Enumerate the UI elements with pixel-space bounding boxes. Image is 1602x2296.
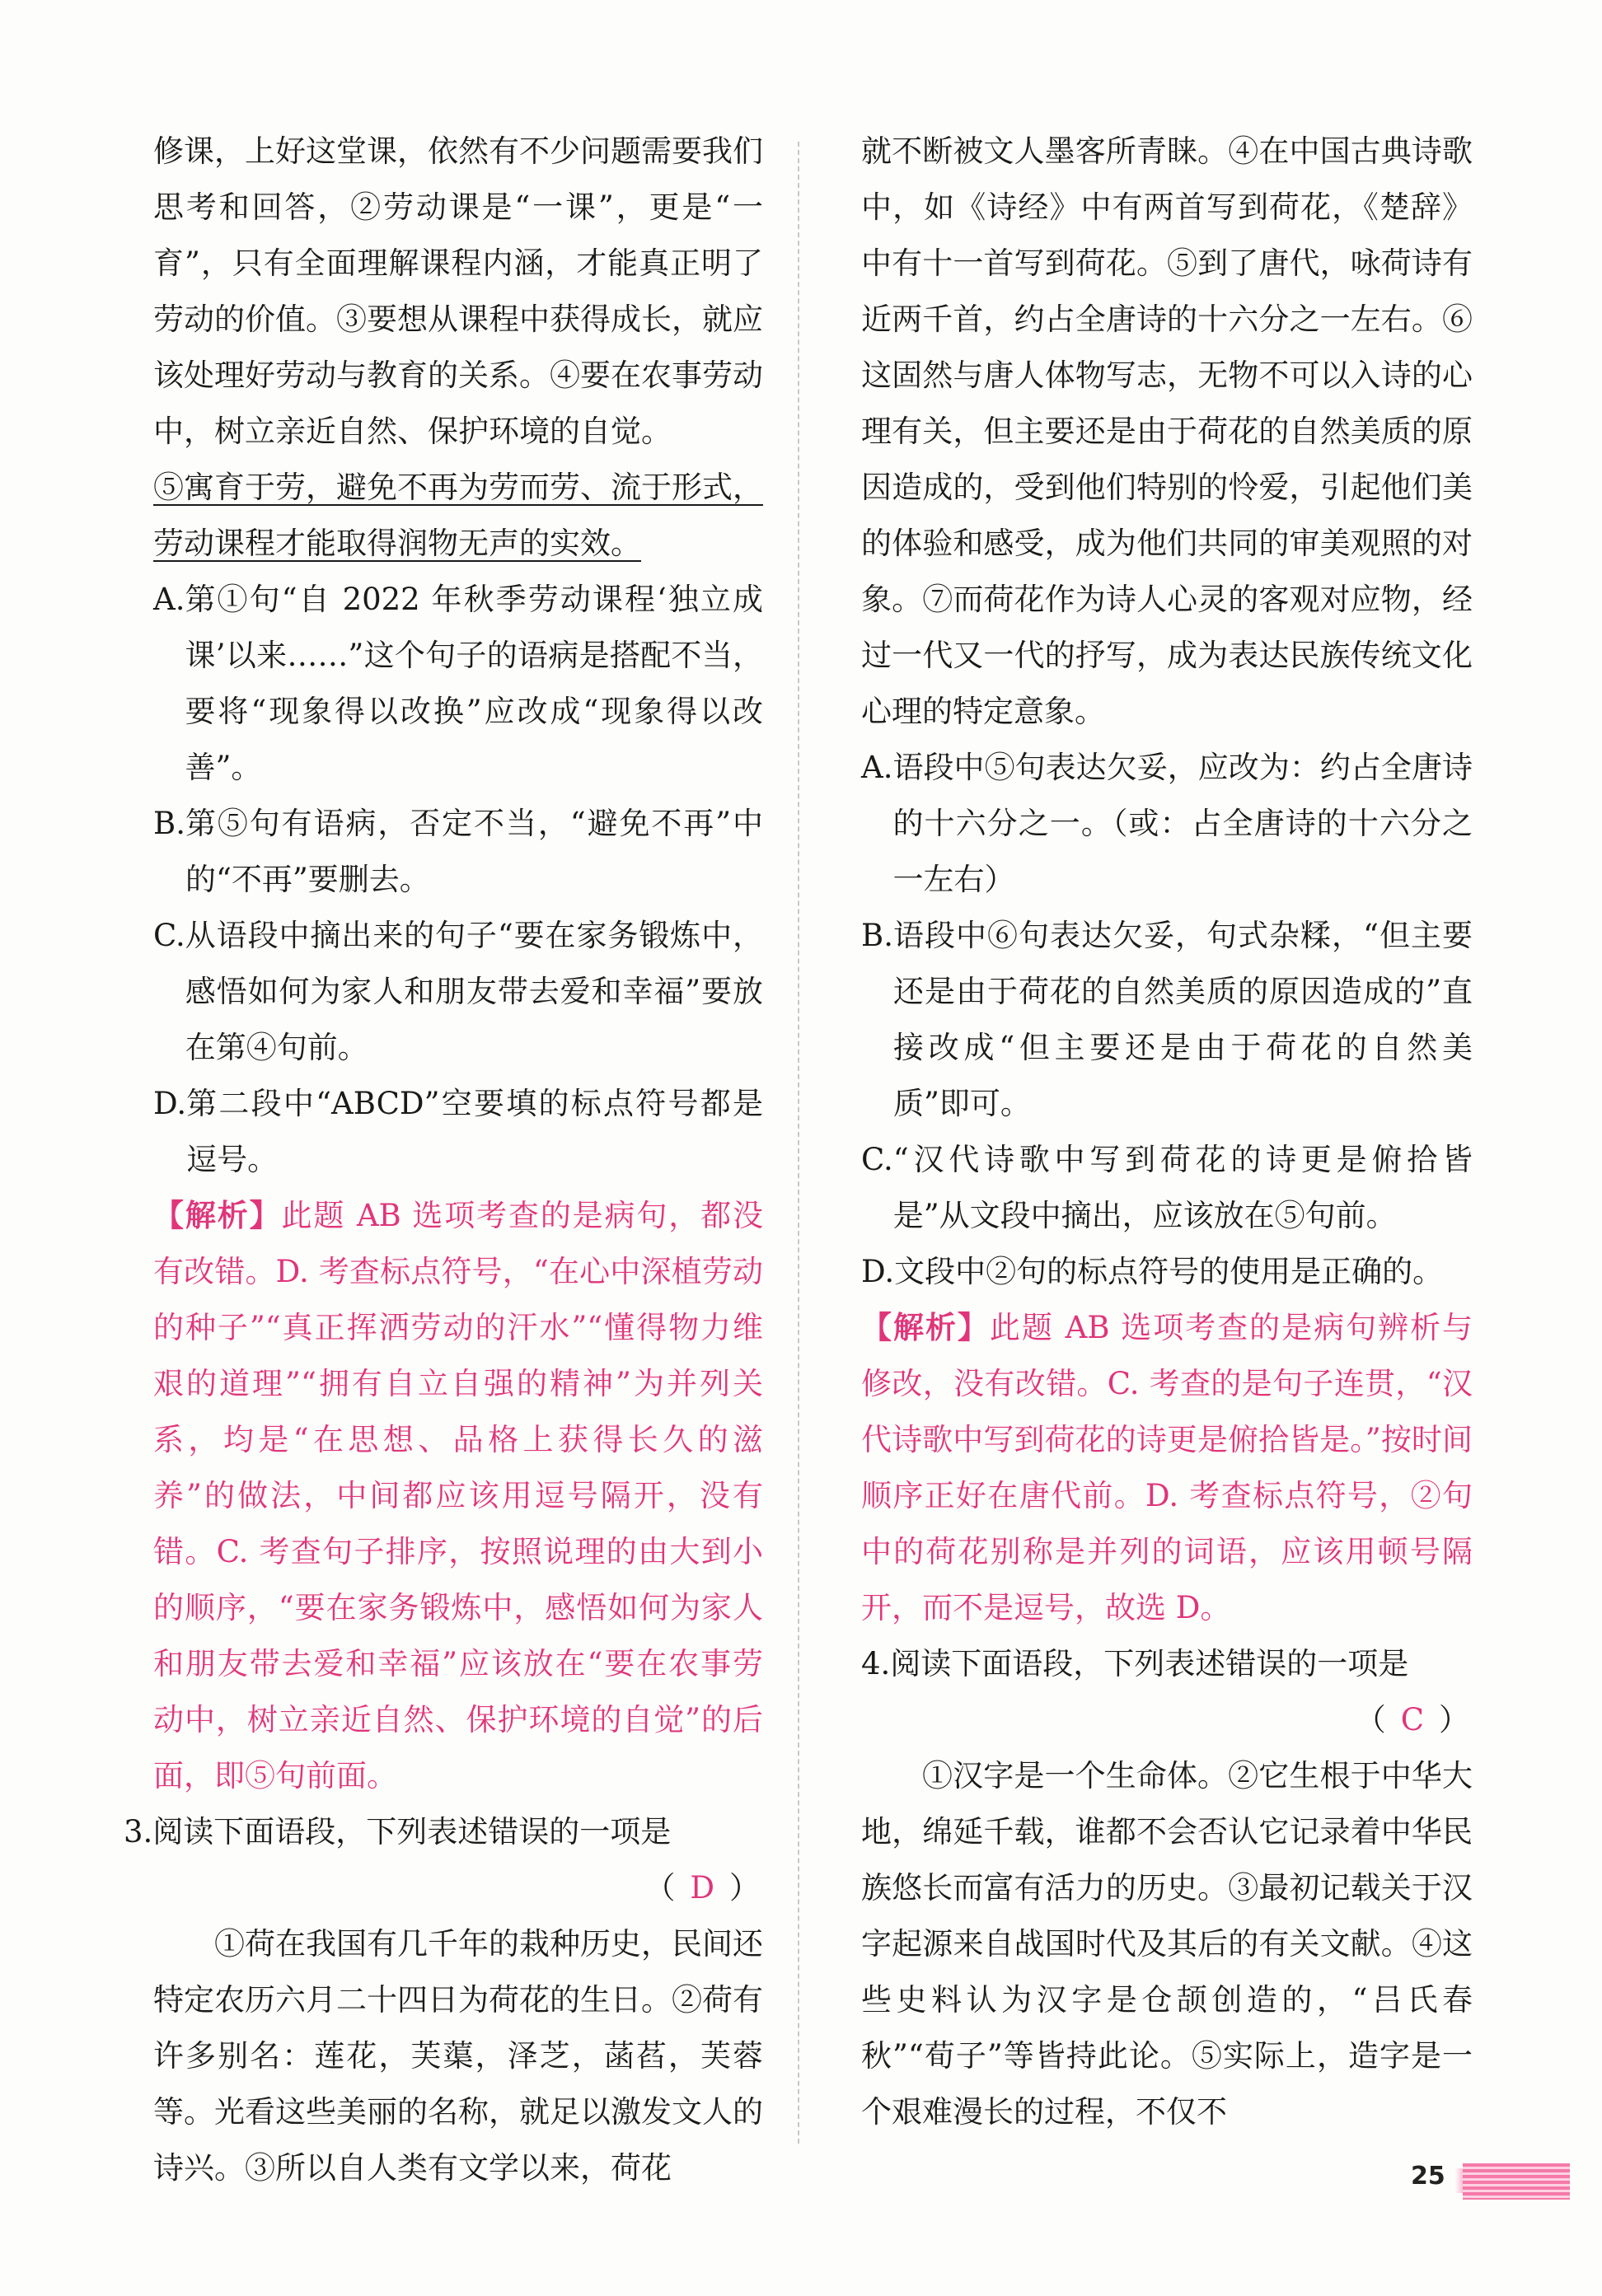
paren-open: （ [1355, 1702, 1386, 1737]
q3-analysis [861, 1300, 1473, 1636]
option-label: D. [861, 1254, 895, 1289]
q3-options [861, 740, 1473, 1300]
analysis-text: 此题 AB 选项考查的是病句，都没有改错。D. 考查标点符号，“在心中深植劳动的种子”“真正挥洒劳动的汗水”“懂得物力维艰的道理”“拥有自立自强的精神”为并列关系，均是“在思想、品格上获得长久的滋养”的做法，中间都应该用逗号隔开，没有错。C. 考查句子排序，按照说理的由大到小的顺序，“要在家务锻炼中，感悟如何为家人和朋友带去爱和幸福”应该放在“要在农事劳动中，树立亲近自然、保护环境的自觉”的后面，即⑤句前面。 [153, 1198, 764, 1793]
option-b [153, 796, 763, 908]
question-stem: 阅读下面语段，下列表述错误的一项是 [152, 1814, 672, 1849]
q3-answer: D [690, 1870, 714, 1906]
option-label: A. [153, 582, 185, 617]
option-label: A. [861, 750, 893, 785]
q4-answer-row [861, 1692, 1473, 1748]
option-text: 语段中⑥句表达欠妥，句式杂糅，“但主要还是由于荷花的自然美质的原因造成的”直接改成“但主要还是由于荷花的自然美质”即可。 [892, 918, 1473, 1121]
page-number-decoration [1463, 2163, 1570, 2200]
question-4 [861, 1636, 1473, 1692]
column-divider [798, 142, 799, 2144]
right-column [861, 124, 1473, 2140]
q3-answer-row [153, 1860, 763, 1916]
question-number: 4. [861, 1646, 891, 1681]
option-d [861, 1244, 1473, 1300]
paren-open: （ [644, 1870, 676, 1906]
analysis-tag: 【解析】 [153, 1198, 282, 1233]
page-number: 25 [1411, 2162, 1445, 2191]
q2-analysis [153, 1188, 763, 1804]
option-a [861, 740, 1473, 908]
option-text: 文段中②句的标点符号的使用是正确的。 [894, 1254, 1444, 1289]
option-text: 第二段中“ABCD”空要填的标点符号都是逗号。 [186, 1086, 763, 1177]
q4-passage: ①汉字是一个生命体。②它生根于中华大地，绵延千载，谁都不会否认它记录着中华民族悠长而富有活力的历史。③最初记载关于汉字起源来自战国时代及其后的有关文献。④这些史料认为汉字是仓颉创造的，“吕氏春秋”“荀子”等皆持此论。⑤实际上，造字是一个艰难漫长的过程，不仅不 [861, 1758, 1473, 2130]
option-text: 第①句“自 2022 年秋季劳动课程‘独立成课’以来……”这个句子的语病是搭配不当，要将“现象得以改换”应改成“现象得以改善”。 [185, 582, 763, 785]
q3-passage-continued: 就不断被文人墨客所青睐。④在中国古典诗歌中，如《诗经》中有两首写到荷花，《楚辞》中有十一首写到荷花。⑤到了唐代，咏荷诗有近两千首，约占全唐诗的十六分之一左右。⑥这固然与唐人体物写志，无物不可以入诗的心理有关，但主要还是由于荷花的自然美质的原因造成的，受到他们特别的怜爱，引起他们美的体验和感受，成为他们共同的审美观照的对象。⑦而荷花作为诗人心灵的客观对应物，经过一代又一代的抒写，成为表达民族传统文化心理的特定意象。 [861, 133, 1473, 729]
q4-answer: C [1400, 1702, 1424, 1737]
option-text: 第⑤句有语病，否定不当，“避免不再”中的“不再”要删去。 [185, 806, 763, 897]
option-c [153, 908, 763, 1076]
paren-close: ） [729, 1870, 760, 1906]
option-label: C. [153, 918, 185, 953]
left-column [124, 124, 764, 2196]
q2-passage-tail: 修课，上好这堂课，依然有不少问题需要我们思考和回答，②劳动课是“一课”，更是“一育”，只有全面理解课程内涵，才能真正明了劳动的价值。③要想从课程中获得成长，就应该处理好劳动与教育的关系。④要在农事劳动中，树立亲近自然、保护环境的自觉。 [153, 133, 763, 449]
option-label: D. [153, 1086, 187, 1121]
option-label: B. [153, 806, 185, 841]
underlined-text: ⑤寓育于劳，避免不再为劳而劳、流于形式，劳动课程才能取得润物无声的实效。 [153, 470, 763, 561]
option-c [861, 1132, 1473, 1244]
q2-options [153, 572, 763, 1188]
option-label: C. [861, 1142, 893, 1177]
option-text: “汉代诗歌中写到荷花的诗更是俯拾皆是”从文段中摘出，应该放在⑤句前。 [892, 1142, 1473, 1233]
option-a [153, 572, 763, 796]
q3-passage: ①荷在我国有几千年的栽种历史，民间还特定农历六月二十四日为荷花的生日。②荷有许多别名：莲花，芙蕖，泽芝，菡萏，芙蓉等。光看这些美丽的名称，就足以激发文人的诗兴。③所以自人类有文学以来，荷花 [153, 1926, 763, 2186]
question-3 [124, 1804, 763, 1860]
paren-close: ） [1439, 1702, 1469, 1737]
option-text: 从语段中摘出来的句子“要在家务锻炼中，感悟如何为家人和朋友带去爱和幸福”要放在第④句前。 [185, 918, 763, 1065]
q2-underlined-sentence [153, 460, 763, 572]
question-number: 3. [124, 1814, 153, 1849]
analysis-tag: 【解析】 [861, 1310, 990, 1345]
option-text: 语段中⑤句表达欠妥，应改为：约占全唐诗的十六分之一。（或：占全唐诗的十六分之一左右） [892, 750, 1473, 897]
option-d [153, 1076, 763, 1188]
option-label: B. [861, 918, 893, 953]
option-b [861, 908, 1473, 1132]
question-stem: 阅读下面语段，下列表述错误的一项是 [890, 1646, 1409, 1681]
analysis-text: 此题 AB 选项考查的是病句辨析与修改，没有改错。C. 考查的是句子连贯，“汉代诗歌中写到荷花的诗更是俯拾皆是。”按时间顺序正好在唐代前。D. 考查标点符号，②句中的荷花别称是并列的词语，应该用顿号隔开，而不是逗号，故选 D。 [861, 1310, 1473, 1625]
